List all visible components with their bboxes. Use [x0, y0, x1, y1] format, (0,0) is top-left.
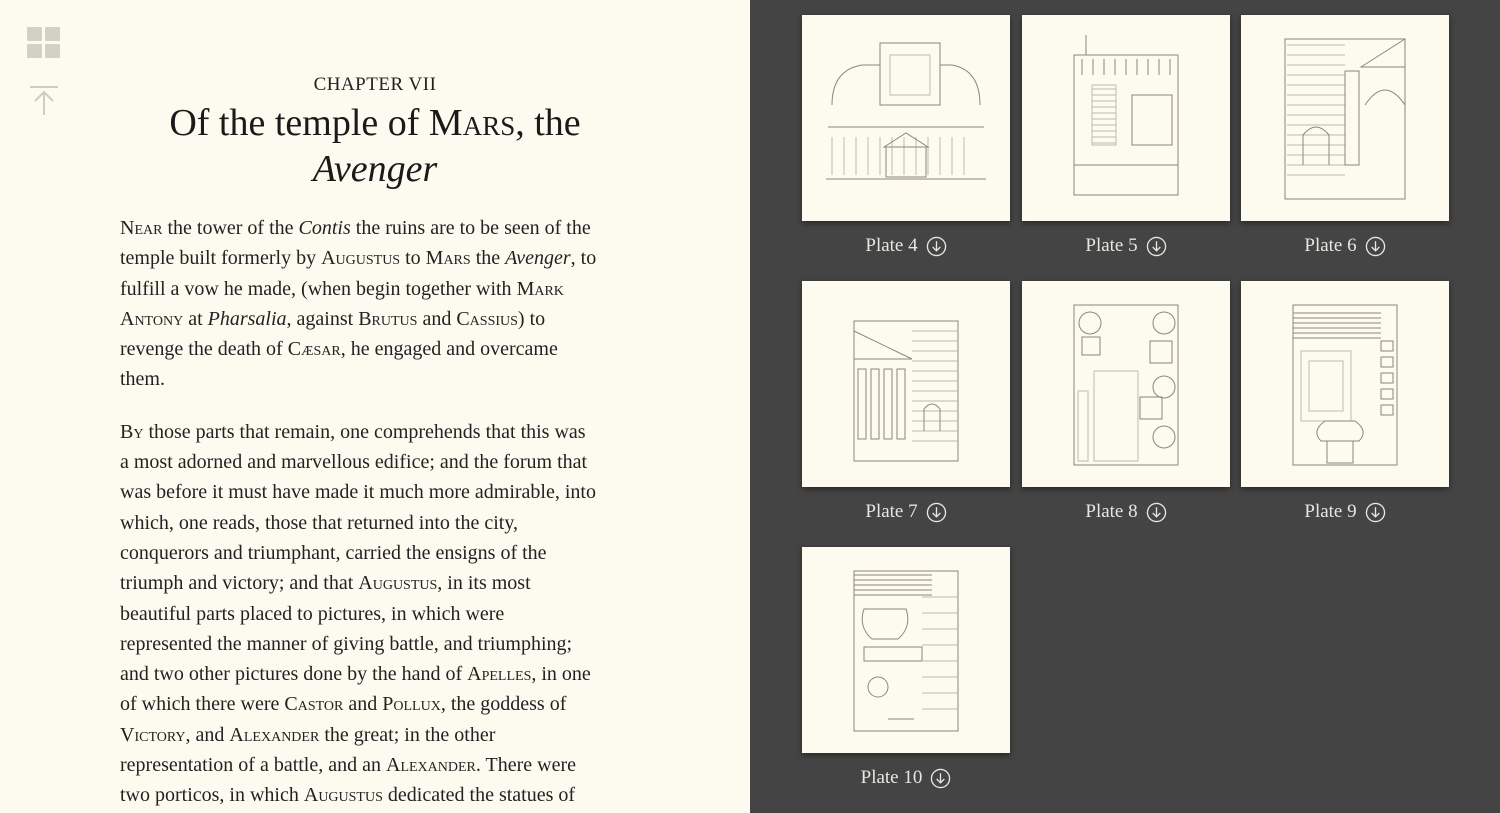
- text-line: [120, 417, 640, 447]
- plate-thumbnail[interactable]: [802, 547, 1010, 753]
- small-caps-text: Brutus: [358, 307, 418, 330]
- download-icon[interactable]: [1146, 502, 1167, 523]
- text-segment: temple built formerly by: [120, 247, 322, 270]
- text-segment: and: [343, 693, 383, 716]
- plate-caption: [1241, 234, 1449, 258]
- plate-item: [802, 547, 1010, 790]
- text-segment: to: [400, 247, 426, 270]
- small-caps-text: Pollux: [382, 693, 441, 716]
- text-segment: was before it must have made it much more admirable, into: [120, 481, 596, 504]
- text-line: [120, 538, 640, 568]
- text-segment: and: [417, 307, 457, 330]
- plate-thumbnail[interactable]: [1241, 281, 1449, 487]
- text-segment: of which there were: [120, 693, 285, 716]
- plate-label: Plate 9: [1304, 501, 1357, 522]
- plate-label: Plate 7: [865, 501, 918, 522]
- italic-text: Pharsalia: [207, 307, 287, 330]
- title-part: Of the temple of: [169, 102, 429, 144]
- small-caps-text: Antony: [120, 307, 184, 330]
- text-line: [120, 243, 640, 273]
- small-caps-text: By: [120, 420, 144, 443]
- download-icon[interactable]: [930, 768, 951, 789]
- small-caps-text: Apelles: [467, 663, 532, 686]
- plate-caption: [1022, 234, 1230, 258]
- download-icon[interactable]: [926, 502, 947, 523]
- chapter-title: [100, 100, 650, 192]
- plate-thumbnail[interactable]: [802, 281, 1010, 487]
- plate-item: [1241, 15, 1449, 258]
- small-caps-text: Mars: [425, 247, 471, 270]
- plate-drawing: [1241, 281, 1449, 487]
- text-segment: fulfill a vow he made, (when begin together with: [120, 277, 517, 300]
- small-caps-text: Victory: [120, 723, 186, 746]
- text-segment: the: [470, 247, 506, 270]
- plate-label: Plate 5: [1085, 235, 1138, 256]
- text-segment: represented the manner of giving battle, and triumphing;: [120, 632, 573, 655]
- plate-item: [1241, 281, 1449, 524]
- text-segment: dedicated the statues of: [382, 784, 576, 807]
- text-line: [120, 274, 640, 304]
- download-icon[interactable]: [1365, 236, 1386, 257]
- text-line: [120, 477, 640, 507]
- text-segment: representation of a battle, and an: [120, 754, 386, 777]
- download-icon[interactable]: [1146, 236, 1167, 257]
- plate-label: Plate 10: [860, 767, 923, 788]
- text-segment: at: [183, 307, 208, 330]
- text-segment: , in its most: [437, 572, 531, 595]
- title-mars: Mars: [428, 102, 516, 144]
- text-segment: the tower of the: [162, 217, 299, 239]
- plates-gallery: [750, 0, 1500, 813]
- small-caps-text: Cæsar: [287, 338, 341, 361]
- text-segment: those parts that remain, one comprehends that this was: [143, 420, 586, 443]
- text-segment: two porticos, in which: [120, 784, 304, 807]
- text-segment: , the goddess of: [440, 693, 567, 716]
- plate-caption: [802, 234, 1010, 258]
- plate-drawing: [802, 15, 1010, 221]
- title-part: , the: [515, 102, 581, 144]
- text-line: [120, 334, 640, 364]
- text-segment: conquerors and triumphant, carried the ensigns of the: [120, 541, 547, 564]
- text-segment: , to: [570, 247, 597, 270]
- italic-text: Contis: [298, 217, 351, 239]
- text-segment: triumph and victory; and that: [120, 572, 359, 595]
- small-caps-text: Alexander: [229, 723, 320, 746]
- text-segment: , he engaged and overcame: [340, 338, 558, 361]
- download-icon[interactable]: [926, 236, 947, 257]
- plate-label: Plate 4: [865, 235, 918, 256]
- plate-drawing: [1022, 15, 1230, 221]
- small-caps-text: Cassius: [456, 307, 518, 330]
- download-icon[interactable]: [1365, 502, 1386, 523]
- chapter-label: CHAPTER VII: [313, 74, 437, 95]
- text-segment: , and: [185, 723, 230, 746]
- text-line: [120, 689, 640, 719]
- plate-thumbnail[interactable]: [802, 15, 1010, 221]
- plate-caption: [802, 766, 1010, 790]
- text-segment: beautiful parts placed to pictures, in which were: [120, 602, 505, 625]
- text-line: [120, 750, 640, 780]
- plate-caption: [1241, 500, 1449, 524]
- text-line: [120, 304, 640, 334]
- text-segment: , against: [286, 307, 359, 330]
- plate-caption: [802, 500, 1010, 524]
- text-segment: . There were: [475, 754, 577, 777]
- paragraph: [120, 417, 640, 811]
- small-caps-text: Alexander: [386, 754, 476, 777]
- plate-item: [802, 281, 1010, 524]
- small-caps-text: Near: [120, 217, 163, 239]
- small-caps-text: Augustus: [321, 247, 401, 270]
- small-caps-text: Augustus: [358, 572, 438, 595]
- text-segment: and two other pictures done by the hand of: [120, 663, 468, 686]
- plate-thumbnail[interactable]: [1241, 15, 1449, 221]
- plate-item: [1022, 281, 1230, 524]
- text-line: [120, 364, 640, 394]
- text-line: [120, 629, 640, 659]
- text-line: [120, 508, 640, 538]
- plate-drawing: [802, 547, 1010, 753]
- plate-thumbnail[interactable]: [1022, 281, 1230, 487]
- text-line: [120, 780, 640, 810]
- text-segment: revenge the death of: [120, 338, 288, 361]
- text-segment: the ruins are to be seen of the: [350, 217, 591, 239]
- text-line: [120, 659, 640, 689]
- plate-label: Plate 6: [1304, 235, 1357, 256]
- paragraph: [120, 213, 640, 395]
- plate-drawing: [1241, 15, 1449, 221]
- small-caps-text: Augustus: [303, 784, 383, 807]
- title-avenger: Avenger: [312, 148, 438, 190]
- text-line: [120, 568, 640, 598]
- plate-drawing: [802, 281, 1010, 487]
- text-segment: , in one: [531, 663, 591, 686]
- plate-item: [802, 15, 1010, 258]
- text-segment: ) to: [517, 307, 546, 330]
- plate-thumbnail[interactable]: [1022, 15, 1230, 221]
- small-caps-text: Castor: [284, 693, 344, 716]
- text-line: [120, 599, 640, 629]
- text-line: [120, 720, 640, 750]
- plate-drawing: [1022, 281, 1230, 487]
- text-line: [120, 447, 640, 477]
- plate-caption: [1022, 500, 1230, 524]
- plate-item: [1022, 15, 1230, 258]
- small-caps-text: Mark: [516, 277, 564, 300]
- text-segment: them.: [120, 368, 165, 391]
- plate-label: Plate 8: [1085, 501, 1138, 522]
- text-line: [120, 213, 640, 243]
- text-segment: the great; in the other: [319, 723, 496, 746]
- chapter-body: [120, 213, 640, 813]
- grid-view-icon[interactable]: [27, 27, 62, 58]
- italic-text: Avenger: [505, 247, 571, 270]
- text-segment: which, one reads, those that returned into the city,: [120, 511, 519, 534]
- text-segment: a most adorned and marvellous edifice; and the forum that: [120, 451, 588, 474]
